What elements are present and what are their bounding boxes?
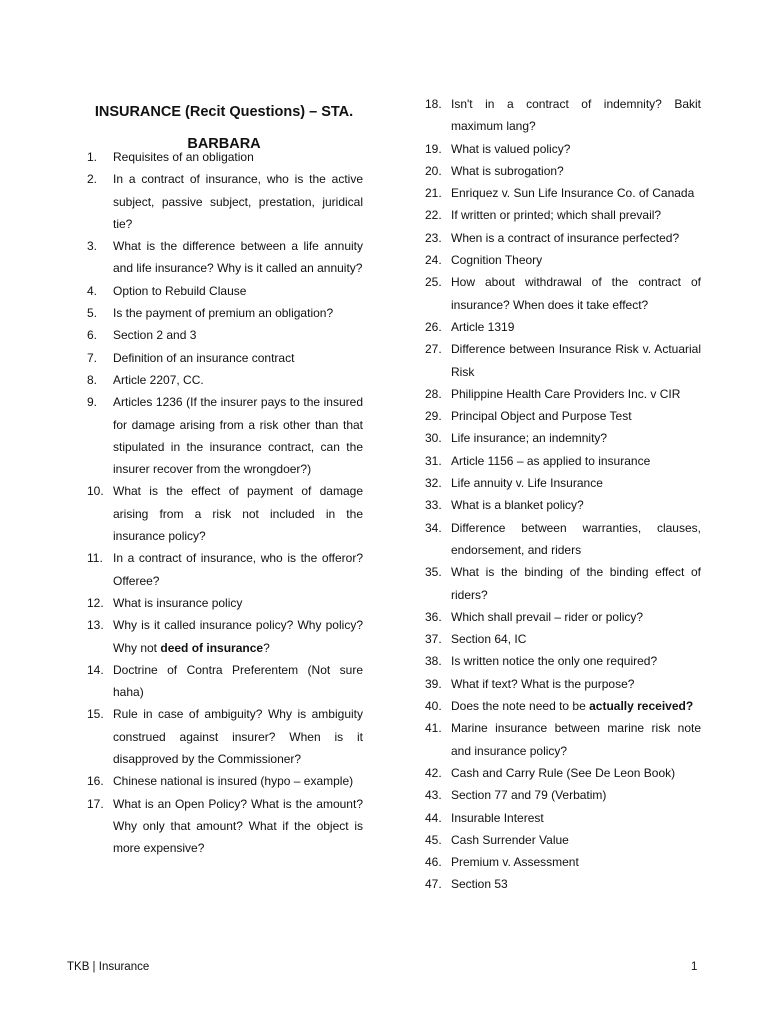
- item-text: Philippine Health Care Providers Inc. v CIR: [451, 386, 681, 401]
- item-number: 4.: [87, 283, 98, 298]
- item-number: 28.: [425, 386, 442, 401]
- list-item: [425, 227, 701, 249]
- list-item: [425, 650, 701, 672]
- item-text: What is an Open Policy? What is the amount? Why only that amount? What if the object is more expensive?: [113, 796, 363, 856]
- list-item: [425, 829, 701, 851]
- item-text: Section 2 and 3: [113, 328, 197, 343]
- item-text: Principal Object and Purpose Test: [451, 409, 632, 424]
- item-text: What is the binding of the binding effect of riders?: [451, 565, 701, 602]
- item-number: 41.: [425, 721, 442, 736]
- list-item: [425, 561, 701, 606]
- item-text: Is written notice the only one required?: [451, 654, 658, 669]
- item-number: 13.: [87, 618, 104, 633]
- item-text: Isn't in a contract of indemnity? Bakit maximum lang?: [451, 97, 701, 134]
- item-number: 17.: [87, 796, 104, 811]
- list-item: [425, 182, 701, 204]
- item-text: What is a blanket policy?: [451, 498, 584, 513]
- footer-label: TKB | Insurance: [67, 961, 150, 973]
- list-item: [425, 606, 701, 628]
- item-number: 19.: [425, 141, 442, 156]
- list-item: [425, 472, 701, 494]
- item-number: 24.: [425, 253, 442, 268]
- item-number: 35.: [425, 565, 442, 580]
- item-text: How about withdrawal of the contract of insurance? When does it take effect?: [451, 275, 701, 312]
- item-number: 40.: [425, 699, 442, 714]
- item-number: 46.: [425, 855, 442, 870]
- list-item: [87, 659, 363, 704]
- item-text: Enriquez v. Sun Life Insurance Co. of Canada: [451, 186, 695, 201]
- item-text: Article 1156 – as applied to insurance: [451, 453, 651, 468]
- item-text: Is the payment of premium an obligation?: [113, 306, 334, 321]
- item-number: 43.: [425, 788, 442, 803]
- list-item: [87, 146, 363, 168]
- item-number: 18.: [425, 97, 442, 111]
- list-item: [87, 793, 363, 860]
- item-text: Article 1319: [451, 319, 515, 334]
- list-item: [87, 324, 363, 346]
- list-item: [425, 427, 701, 449]
- item-text: Cash Surrender Value: [451, 832, 569, 847]
- item-text: Life insurance; an indemnity?: [451, 431, 608, 446]
- item-number: 3.: [87, 239, 98, 254]
- item-text: Option to Rebuild Clause: [113, 283, 247, 298]
- list-item: [425, 338, 701, 383]
- item-number: 15.: [87, 707, 104, 722]
- item-text: Rule in case of ambiguity? Why is ambiguity construed against insurer? When is it disapproved by the Commissioner?: [113, 707, 363, 767]
- list-item: [425, 383, 701, 405]
- list-item: [425, 138, 701, 160]
- item-number: 14.: [87, 662, 104, 677]
- list-item: [87, 280, 363, 302]
- item-number: 32.: [425, 476, 442, 491]
- item-emphasis: deed of insurance: [160, 640, 264, 655]
- item-text: What is the effect of payment of damage arising from a risk not included in the insurance policy?: [113, 484, 363, 544]
- item-text: Doctrine of Contra Preferentem (Not sure haha): [113, 662, 363, 700]
- item-text: Section 64, IC: [451, 632, 527, 647]
- list-item: [425, 271, 701, 316]
- list-item: [87, 168, 363, 235]
- list-item: [425, 784, 701, 806]
- item-text: Cognition Theory: [451, 253, 543, 268]
- list-item: [425, 851, 701, 873]
- item-text: Chinese national is insured (hypo – example): [113, 774, 354, 789]
- list-item: [425, 873, 701, 895]
- list-item: [87, 347, 363, 369]
- list-item: [425, 405, 701, 427]
- item-number: 20.: [425, 163, 442, 178]
- item-text: Life annuity v. Life Insurance: [451, 476, 603, 491]
- item-text: Marine insurance between marine risk note and insurance policy?: [451, 721, 701, 758]
- list-item: [425, 494, 701, 516]
- item-text-end: ?: [263, 640, 270, 655]
- item-text: Why is it called insurance policy? Why policy? Why not: [113, 618, 363, 655]
- item-text: Definition of an insurance contract: [113, 350, 295, 365]
- list-item: [87, 592, 363, 614]
- page-number: 1: [691, 961, 698, 973]
- item-number: 2.: [87, 172, 98, 187]
- list-item: [87, 235, 363, 280]
- item-text: Which shall prevail – rider or policy?: [451, 609, 644, 624]
- item-text: Does the note need to be: [451, 699, 590, 714]
- item-number: 29.: [425, 409, 442, 424]
- list-item: [87, 391, 363, 480]
- list-item: [425, 807, 701, 829]
- item-number: 22.: [425, 208, 442, 223]
- list-item: [425, 93, 701, 138]
- list-item: [425, 249, 701, 271]
- item-number: 45.: [425, 832, 442, 847]
- item-number: 38.: [425, 654, 442, 669]
- list-item: [425, 316, 701, 338]
- item-number: 23.: [425, 230, 442, 245]
- list-item: [87, 547, 363, 592]
- list-item: [425, 695, 701, 717]
- list-item: [425, 160, 701, 182]
- item-number: 27.: [425, 342, 442, 357]
- item-text: Articles 1236 (If the insurer pays to the insured for damage arising from a risk other than that stipulated in the insurance contract, can the insurer recover from the wrongdoer?): [113, 395, 363, 477]
- item-number: 5.: [87, 306, 98, 321]
- list-item: [425, 717, 701, 762]
- list-item: [425, 204, 701, 226]
- item-number: 37.: [425, 632, 442, 647]
- item-text: What is valued policy?: [451, 141, 571, 156]
- item-number: 31.: [425, 453, 442, 468]
- list-item: [87, 302, 363, 324]
- list-item: [87, 480, 363, 547]
- item-text: In a contract of insurance, who is the active subject, passive subject, prestation, juridical tie?: [113, 172, 363, 231]
- item-number: 6.: [87, 328, 98, 343]
- document-title: INSURANCE (Recit Questions) – STA. BARBARA: [94, 104, 354, 152]
- question-list-right: [425, 93, 701, 896]
- item-number: 1.: [87, 150, 98, 164]
- item-number: 25.: [425, 275, 442, 290]
- item-number: 42.: [425, 765, 442, 780]
- item-text: Article 2207, CC.: [113, 372, 204, 387]
- item-number: 12.: [87, 595, 104, 610]
- item-number: 34.: [425, 520, 442, 535]
- item-text: Difference between warranties, clauses, endorsement, and riders: [451, 520, 701, 557]
- item-number: 8.: [87, 372, 98, 387]
- item-text: Cash and Carry Rule (See De Leon Book): [451, 765, 676, 780]
- item-text: Requisites of an obligation: [113, 150, 254, 164]
- item-text: Insurable Interest: [451, 810, 544, 825]
- item-number: 36.: [425, 609, 442, 624]
- item-number: 44.: [425, 810, 442, 825]
- question-list-left: [87, 146, 363, 860]
- item-emphasis: actually received?: [589, 699, 694, 714]
- item-number: 21.: [425, 186, 442, 201]
- item-number: 30.: [425, 431, 442, 446]
- item-number: 10.: [87, 484, 104, 499]
- list-item: [425, 450, 701, 472]
- item-text: If written or printed; which shall prevail?: [451, 208, 662, 223]
- list-item: [87, 614, 363, 659]
- item-text: What if text? What is the purpose?: [451, 676, 635, 691]
- item-number: 7.: [87, 350, 98, 365]
- list-item: [425, 628, 701, 650]
- item-text: Section 77 and 79 (Verbatim): [451, 788, 607, 803]
- list-item: [425, 517, 701, 562]
- list-item: [425, 673, 701, 695]
- item-number: 11.: [87, 551, 103, 566]
- item-number: 33.: [425, 498, 442, 513]
- list-item: [87, 703, 363, 770]
- item-text: Premium v. Assessment: [451, 855, 579, 870]
- item-number: 39.: [425, 676, 442, 691]
- item-text: Section 53: [451, 877, 508, 892]
- item-text: Difference between Insurance Risk v. Actuarial Risk: [451, 342, 701, 379]
- item-number: 9.: [87, 395, 98, 410]
- list-item: [425, 762, 701, 784]
- item-text: What is insurance policy: [113, 595, 243, 610]
- item-text: When is a contract of insurance perfected?: [451, 230, 680, 245]
- list-item: [87, 770, 363, 792]
- item-text: What is subrogation?: [451, 163, 564, 178]
- list-item: [87, 369, 363, 391]
- item-text: What is the difference between a life annuity and life insurance? Why is it called an annuity?: [113, 239, 363, 276]
- item-text: In a contract of insurance, who is the offeror? Offeree?: [113, 551, 363, 588]
- item-number: 16.: [87, 774, 104, 789]
- item-number: 47.: [425, 877, 442, 892]
- item-number: 26.: [425, 319, 442, 334]
